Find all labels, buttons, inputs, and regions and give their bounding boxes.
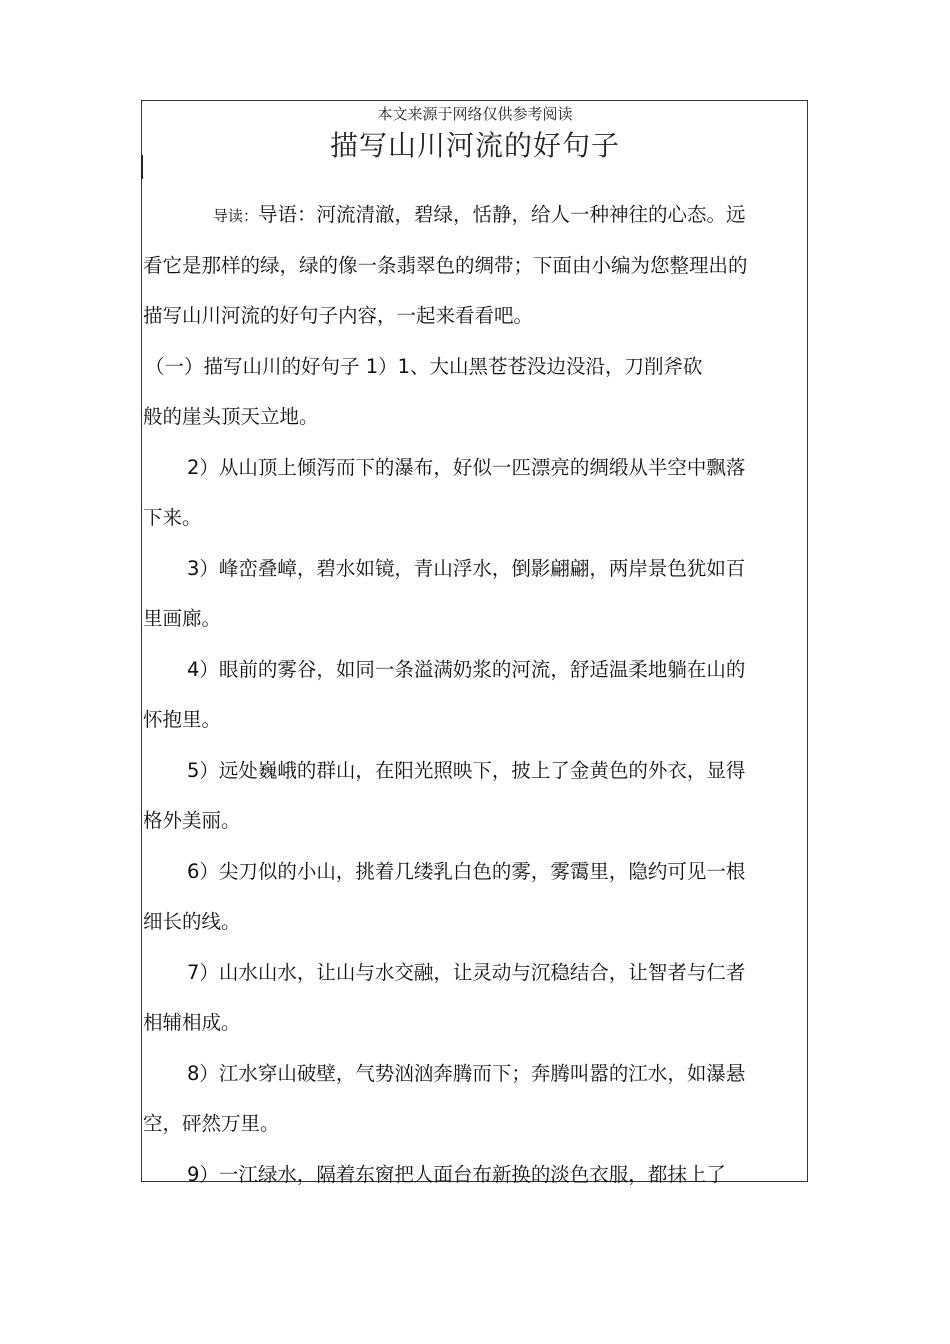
intro-label: 导读： (213, 207, 259, 225)
list-item-cont: 里画廊。 (143, 607, 222, 630)
list-item-cont: 空，砰然万里。 (143, 1112, 280, 1135)
source-note: 本文来源于网络仅供参考阅读 (377, 105, 573, 123)
list-item-cont: 下来。 (143, 506, 202, 529)
list-item: 7）山水山水，让山与水交融，让灵动与沉稳结合，让智者与仁者 (187, 960, 746, 984)
section-heading: （一）描写山川的好句子 1）1、大山黑苍苍没边没沿，刀削斧砍 (145, 354, 703, 378)
list-item: 6）尖刀似的小山，挑着几缕乳白色的雾，雾霭里，隐约可见一根 (187, 859, 746, 883)
list-item-cont: 格外美丽。 (143, 809, 241, 832)
intro-line: 看它是那样的绿，绿的像一条翡翠色的绸带；下面由小编为您整理出的 (143, 253, 748, 277)
intro-text: 导语：河流清澈，碧绿，恬静，给人一种神往的心态。远 (258, 203, 746, 226)
article-body (143, 190, 808, 1200)
list-item-cont: 怀抱里。 (143, 708, 222, 731)
list-item: 5）远处巍峨的群山，在阳光照映下，披上了金黄色的外衣，显得 (187, 758, 746, 782)
intro-line: 描写山川河流的好句子内容，一起来看看吧。 (143, 304, 534, 327)
page-title: 描写山川河流的好句子 (329, 129, 620, 162)
list-item: 8）江水穿山破壁，气势汹汹奔腾而下；奔腾叫嚣的江水，如瀑悬 (187, 1061, 746, 1085)
section-line: 般的崖头顶天立地。 (143, 405, 319, 428)
intro-line (143, 190, 808, 241)
list-item: 4）眼前的雾谷，如同一条溢满奶浆的河流，舒适温柔地躺在山的 (187, 657, 746, 681)
list-item-cont: 相辅相成。 (143, 1011, 241, 1034)
list-item: 3）峰峦叠嶂，碧水如镜，青山浮水，倒影翩翩，两岸景色犹如百 (187, 556, 746, 580)
list-item-cont: 细长的线。 (143, 910, 241, 933)
list-item: 2）从山顶上倾泻而下的瀑布，好似一匹漂亮的绸缎从半空中飘落 (187, 455, 746, 479)
list-item: 9）一江绿水，隔着东窗把人面台布新换的淡色衣服，都抹上了 (187, 1162, 726, 1186)
